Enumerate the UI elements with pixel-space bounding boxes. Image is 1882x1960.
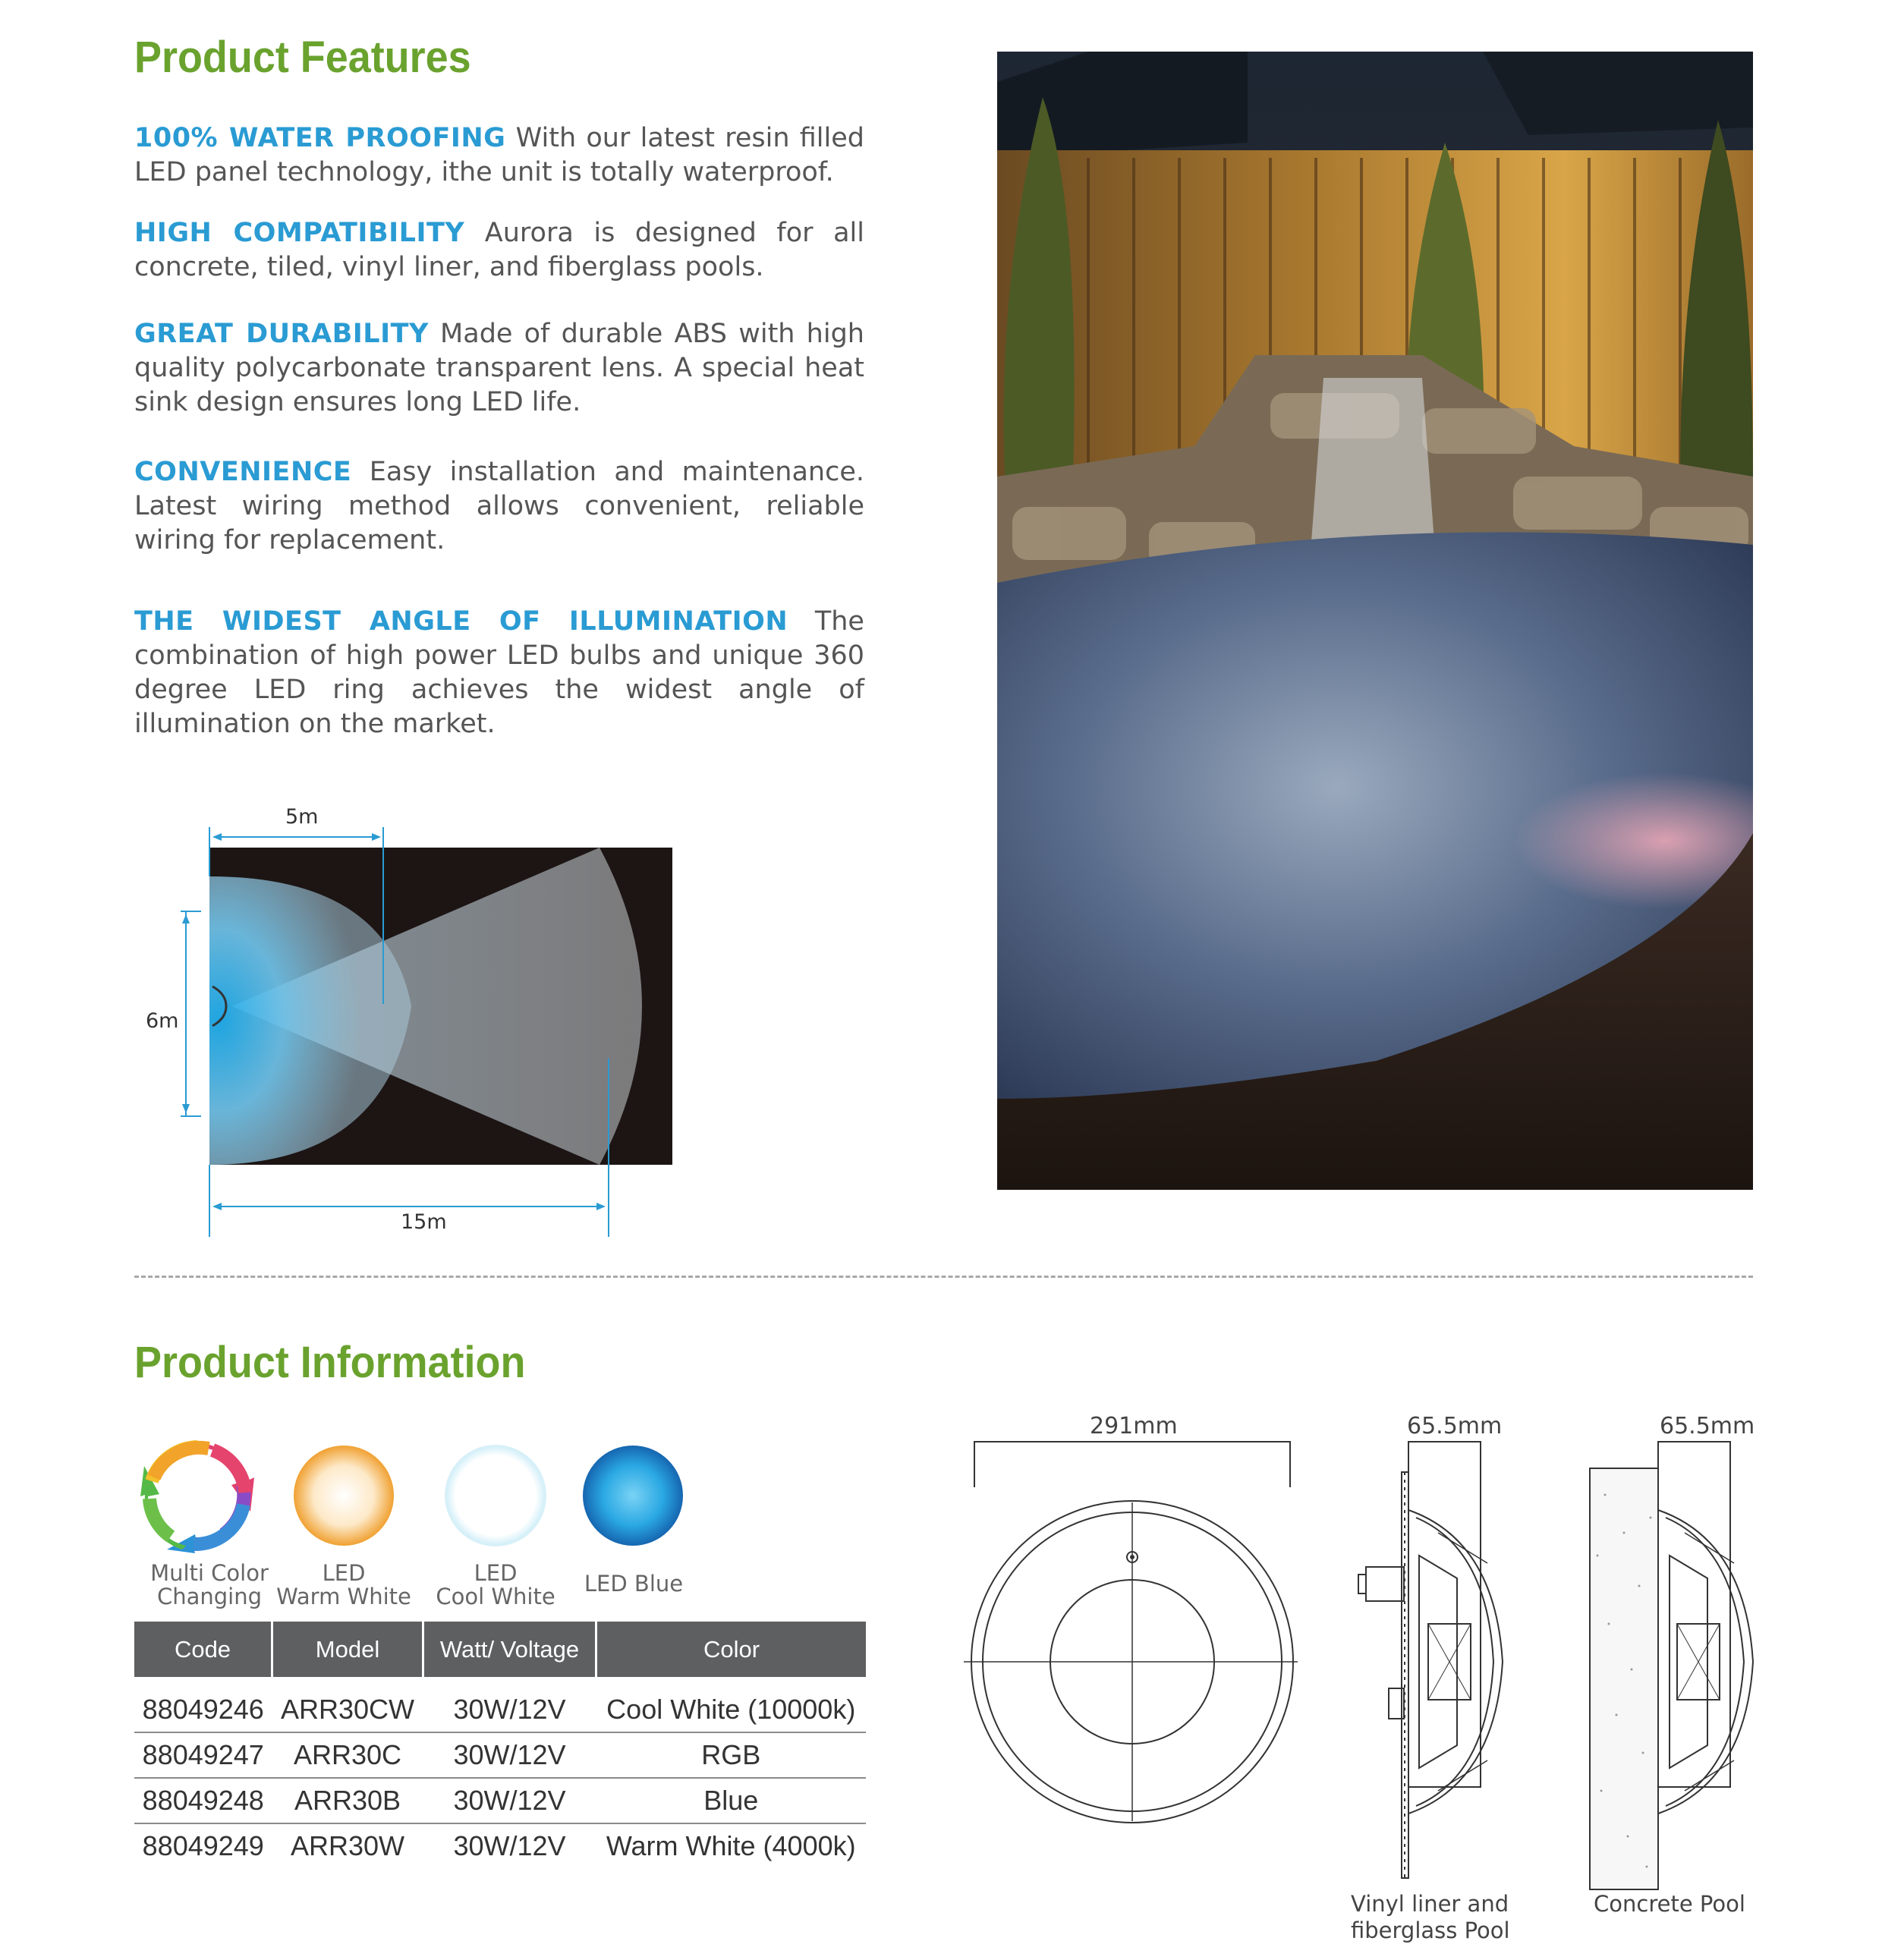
concrete-dimension-label: 65.5mm [1660, 1413, 1755, 1439]
beam-diagram-graphic [129, 793, 706, 1248]
table-cell: 88049248 [134, 1778, 272, 1823]
table-cell: ARR30CW [272, 1677, 423, 1732]
table-cell: 88049246 [134, 1677, 272, 1732]
color-option-label: LED Blue [584, 1571, 684, 1597]
feature-heading: GREAT DURABILITY [134, 319, 429, 349]
color-option-label: Multi Color Changing [150, 1560, 269, 1609]
table-row [134, 1778, 866, 1823]
beam-angle-diagram [129, 793, 706, 1248]
table-header-row [134, 1622, 866, 1677]
color-option-label: LED Warm White [276, 1560, 411, 1609]
table-cell: ARR30B [272, 1778, 423, 1823]
feature-text: The combination of high power LED bulbs and unique 360 degree LED ring achieves the widest angle of illumination on the market. [134, 606, 864, 739]
table-cell: Blue [596, 1778, 867, 1823]
feature-text: Aurora is designed for all concrete, tiled, vinyl liner, and fiberglass pools. [134, 218, 864, 282]
table-row [134, 1677, 866, 1732]
table-cell: Cool White (10000k) [596, 1677, 867, 1732]
column-header: Code [134, 1622, 272, 1677]
vinyl-dimension-label: 65.5mm [1407, 1413, 1503, 1439]
vinyl-side-view-drawing [1358, 1442, 1503, 1878]
beam-width-label: 5m [285, 805, 319, 829]
feature-heading: HIGH COMPATIBILITY [134, 218, 465, 248]
pool-photo-illustration [997, 52, 1753, 1190]
product-spec-table [134, 1622, 866, 1868]
color-option-label: LED Cool White [436, 1560, 555, 1609]
column-header: Model [272, 1622, 423, 1677]
feature-convenience [134, 455, 864, 558]
feature-durability [134, 317, 864, 420]
feature-compatibility [134, 216, 864, 285]
feature-wide-angle [134, 605, 864, 741]
concrete-caption: Concrete Pool [1594, 1891, 1745, 1917]
table-cell: 30W/12V [453, 1830, 566, 1861]
concrete-side-view-drawing [1590, 1442, 1753, 1889]
beam-height-label: 6m [146, 1009, 179, 1033]
table-cell: 30W/12V [423, 1778, 596, 1823]
table-cell: ARR30C [272, 1732, 423, 1778]
blue-led-icon [581, 1444, 685, 1550]
feature-heading: 100% WATER PROOFING [134, 123, 506, 153]
feature-text: With our latest resin filled LED panel technology, ithe unit is totally waterproof. [134, 123, 864, 187]
front-view-drawing [964, 1442, 1298, 1823]
beam-length-label: 15m [401, 1210, 447, 1234]
front-dimension-label: 291mm [1090, 1413, 1178, 1439]
vinyl-caption: Vinyl liner and fiberglass Pool [1351, 1891, 1510, 1943]
section-divider [134, 1276, 1753, 1278]
table-row [134, 1823, 866, 1868]
feature-text: Easy installation and maintenance. Latest wiring method allows convenient, reliable wiring for replacement. [134, 457, 864, 555]
table-cell: 30W/12V [423, 1732, 596, 1778]
column-header: Color [596, 1622, 867, 1677]
column-header: Watt/ Voltage [423, 1622, 596, 1677]
feature-heading: CONVENIENCE [134, 457, 352, 487]
table-cell: RGB [596, 1732, 867, 1778]
features-list [134, 121, 864, 741]
table-cell: ARR30W [290, 1830, 405, 1861]
table-cell: 88049249 [142, 1830, 264, 1861]
feature-text: Made of durable ABS with high quality polycarbonate transparent lens. A special heat sink design ensures long LED life. [134, 319, 864, 417]
table-row [134, 1732, 866, 1778]
cool-white-led-icon [444, 1444, 547, 1550]
warm-white-led-icon [292, 1444, 395, 1550]
table-cell: Warm White (4000k) [606, 1830, 856, 1861]
pool-night-photo [997, 52, 1753, 1190]
product-information-title: Product Information [134, 1338, 526, 1387]
product-features-title: Product Features [134, 33, 471, 82]
multi-color-cycle-icon [140, 1439, 254, 1556]
table-cell: 88049247 [134, 1732, 272, 1778]
table-cell: 30W/12V [423, 1677, 596, 1732]
feature-heading: THE WIDEST ANGLE OF ILLUMINATION [134, 606, 788, 637]
technical-drawings [964, 1427, 1761, 1897]
feature-waterproofing [134, 121, 864, 190]
